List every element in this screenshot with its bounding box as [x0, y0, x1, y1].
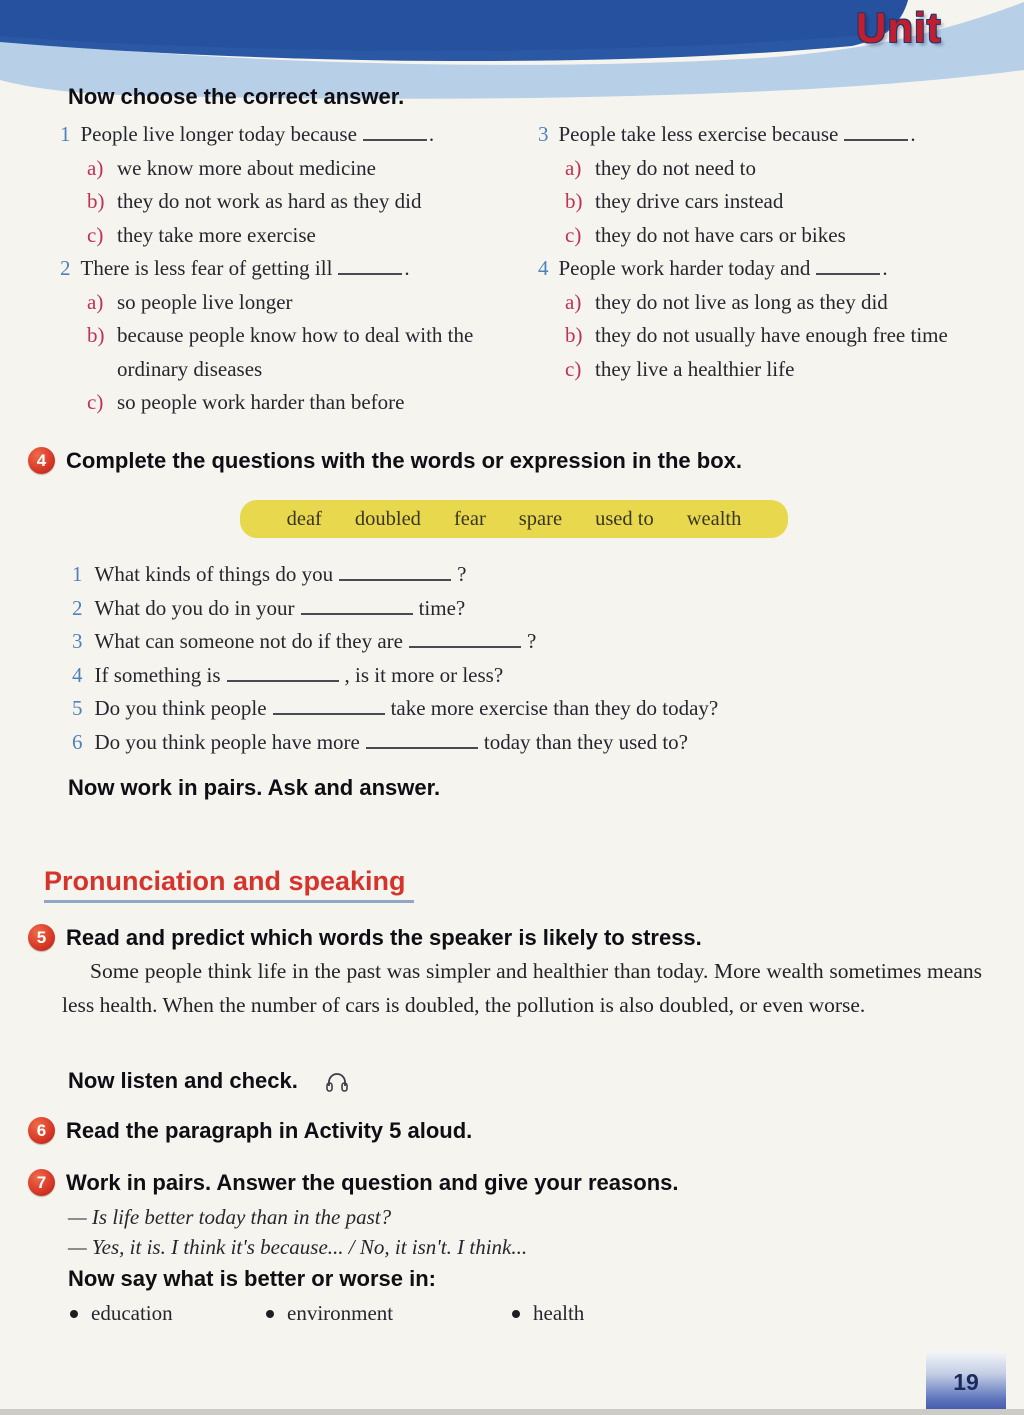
question-text: People live longer today because [80, 122, 357, 146]
bullet-dot-icon [512, 1310, 520, 1318]
option-letter: a) [87, 289, 104, 314]
item-number: 5 [72, 696, 83, 721]
activity-5-paragraph: Some people think life in the past was simpler and healthier than today. More wealth sometimes means less health. When the number of cars is doubled, the pollution is also doubled, or even worse. [62, 959, 982, 1017]
option-letter: b) [565, 323, 583, 347]
option [565, 152, 1024, 186]
question-stem [60, 118, 538, 152]
item-post: , is it more or less? [344, 662, 504, 687]
dialogue-line: — Yes, it is. I think it's because... / No, it isn't. I think... [68, 1235, 528, 1259]
answer-blank [273, 699, 385, 715]
question-post: . [404, 256, 410, 280]
item-post: time? [418, 595, 466, 620]
bullet-item [266, 1301, 512, 1326]
activity-4-heading: Complete the questions with the words or expression in the box. [66, 448, 742, 473]
answer-blank [301, 599, 413, 615]
choose-answer-heading: Now choose the correct answer. [68, 84, 405, 109]
activity-4-badge: 4 [28, 447, 55, 474]
item-text: What kinds of things do you [94, 562, 334, 586]
word-box-item: spare [518, 507, 563, 530]
option-text: so people work harder than before [117, 390, 405, 414]
activity-6-header [28, 1118, 472, 1144]
option [565, 286, 1024, 320]
option [87, 152, 538, 186]
option-text: they take more exercise [117, 222, 316, 247]
fill-in-item [72, 726, 718, 760]
dialogue-lines [68, 1202, 527, 1262]
option [87, 319, 538, 386]
question-stem [60, 252, 538, 286]
fill-in-item [72, 625, 718, 659]
page-bottom-edge [0, 1409, 1024, 1415]
activity-7-badge: 7 [28, 1169, 55, 1196]
word-box-item: doubled [354, 507, 421, 530]
bullet-list [70, 1301, 584, 1326]
listen-and-check-heading: Now listen and check. [68, 1068, 298, 1093]
activity-7-header [28, 1170, 678, 1196]
word-box-item: wealth [686, 507, 742, 530]
option [87, 185, 538, 219]
option-text: they do not live as long as they did [595, 289, 888, 314]
answer-blank [363, 125, 427, 141]
answer-blank [338, 259, 402, 275]
option-letter: a) [565, 155, 582, 180]
question-stem [538, 252, 1024, 286]
option-text: so people live longer [117, 289, 293, 314]
item-number: 3 [72, 629, 83, 654]
word-box-item: fear [453, 507, 486, 530]
options-list [538, 152, 1024, 253]
question-stem [538, 118, 1024, 152]
pronunciation-section-heading: Pronunciation and speaking [44, 866, 414, 903]
activity-7-heading: Work in pairs. Answer the question and give your reasons. [66, 1170, 679, 1195]
question-post: . [910, 122, 916, 146]
item-text: If something is [94, 662, 221, 687]
question-number: 2 [60, 256, 71, 280]
option-text: because people know how to deal with the ordinary diseases [117, 323, 474, 381]
question-text: People take less exercise because [558, 122, 839, 146]
unit-label: Unit [856, 4, 942, 51]
question-number: 4 [538, 256, 549, 280]
answer-blank [816, 259, 880, 275]
option [87, 386, 538, 420]
bullet-item [512, 1301, 584, 1326]
question-number: 3 [538, 122, 549, 146]
option-text: they drive cars instead [595, 189, 784, 213]
option-letter: c) [565, 222, 582, 247]
fill-in-questions [72, 558, 718, 760]
item-post: take more exercise than they do today? [390, 696, 719, 721]
answer-blank [227, 666, 339, 682]
options-list [538, 286, 1024, 387]
question-post: . [428, 122, 435, 146]
item-post: today than they used to? [483, 729, 688, 754]
word-box-item: deaf [286, 507, 322, 530]
option-text: they do not have cars or bikes [595, 222, 846, 247]
answer-blank [339, 565, 451, 581]
item-number: 6 [72, 729, 83, 754]
mc-question [538, 118, 1024, 252]
item-post: ? [526, 629, 537, 654]
mc-column-left [60, 118, 538, 420]
mc-question [60, 252, 538, 420]
item-text: What do you do in your [94, 595, 295, 620]
option-letter: b) [565, 189, 583, 213]
activity-5-heading: Read and predict which words the speaker is likely to stress. [66, 925, 702, 950]
item-number: 2 [72, 595, 83, 620]
item-post: ? [457, 562, 467, 586]
word-box-item: used to [595, 507, 654, 530]
activity-5-badge: 5 [28, 924, 55, 951]
option-letter: c) [87, 222, 104, 247]
question-post: . [882, 256, 888, 280]
item-text: Do you think people [94, 696, 267, 721]
fill-in-item [72, 659, 718, 693]
answer-blank [844, 125, 908, 141]
fill-in-item [72, 592, 718, 626]
listen-and-check-row [68, 1068, 350, 1094]
fill-in-item [72, 692, 718, 726]
option-letter: a) [87, 155, 104, 180]
option [565, 185, 1024, 219]
word-box [240, 500, 788, 538]
option-text: they do not work as hard as they did [117, 189, 422, 213]
bullet-dot-icon [266, 1310, 274, 1318]
options-list [60, 152, 538, 253]
mc-question [538, 252, 1024, 386]
option-letter: c) [87, 390, 104, 414]
question-text: People work harder today and [558, 256, 811, 280]
headphones-icon [324, 1070, 350, 1094]
option [565, 353, 1024, 387]
option-letter: a) [565, 289, 582, 314]
bullet-label: health [533, 1301, 585, 1325]
question-text: There is less fear of getting ill [80, 256, 333, 280]
bullet-dot-icon [70, 1310, 78, 1318]
work-in-pairs-heading: Now work in pairs. Ask and answer. [68, 775, 441, 800]
option-letter: b) [87, 323, 105, 347]
option-text: they live a healthier life [595, 356, 795, 381]
activity-6-heading: Read the paragraph in Activity 5 aloud. [66, 1118, 473, 1143]
mc-question [60, 118, 538, 252]
answer-blank [409, 632, 521, 648]
dialogue-line: — Is life better today than in the past? [68, 1205, 392, 1229]
option-text: they do not usually have enough free time [595, 323, 948, 347]
mc-column-right [538, 118, 1024, 386]
activity-5-header [28, 925, 702, 951]
answer-blank [366, 733, 478, 749]
item-text: What can someone not do if they are [94, 629, 403, 654]
option-text: they do not need to [595, 155, 756, 180]
activity-6-badge: 6 [28, 1117, 55, 1144]
item-text: Do you think people have more [94, 729, 360, 754]
fill-in-item [72, 558, 718, 592]
bullet-item [70, 1301, 266, 1326]
option-text: we know more about medicine [117, 155, 376, 180]
bullet-label: environment [287, 1301, 394, 1325]
options-list [60, 286, 538, 420]
option [565, 219, 1024, 253]
option [87, 219, 538, 253]
option [87, 286, 538, 320]
bullet-label: education [91, 1301, 173, 1325]
say-better-worse-heading: Now say what is better or worse in: [68, 1266, 436, 1291]
question-number: 1 [60, 122, 71, 146]
activity-4-header [28, 448, 742, 474]
item-number: 4 [72, 662, 83, 687]
page-number-tab: 19 [926, 1352, 1006, 1415]
item-number: 1 [72, 562, 83, 586]
option [565, 319, 1024, 353]
option-letter: c) [565, 356, 582, 381]
option-letter: b) [87, 189, 105, 213]
